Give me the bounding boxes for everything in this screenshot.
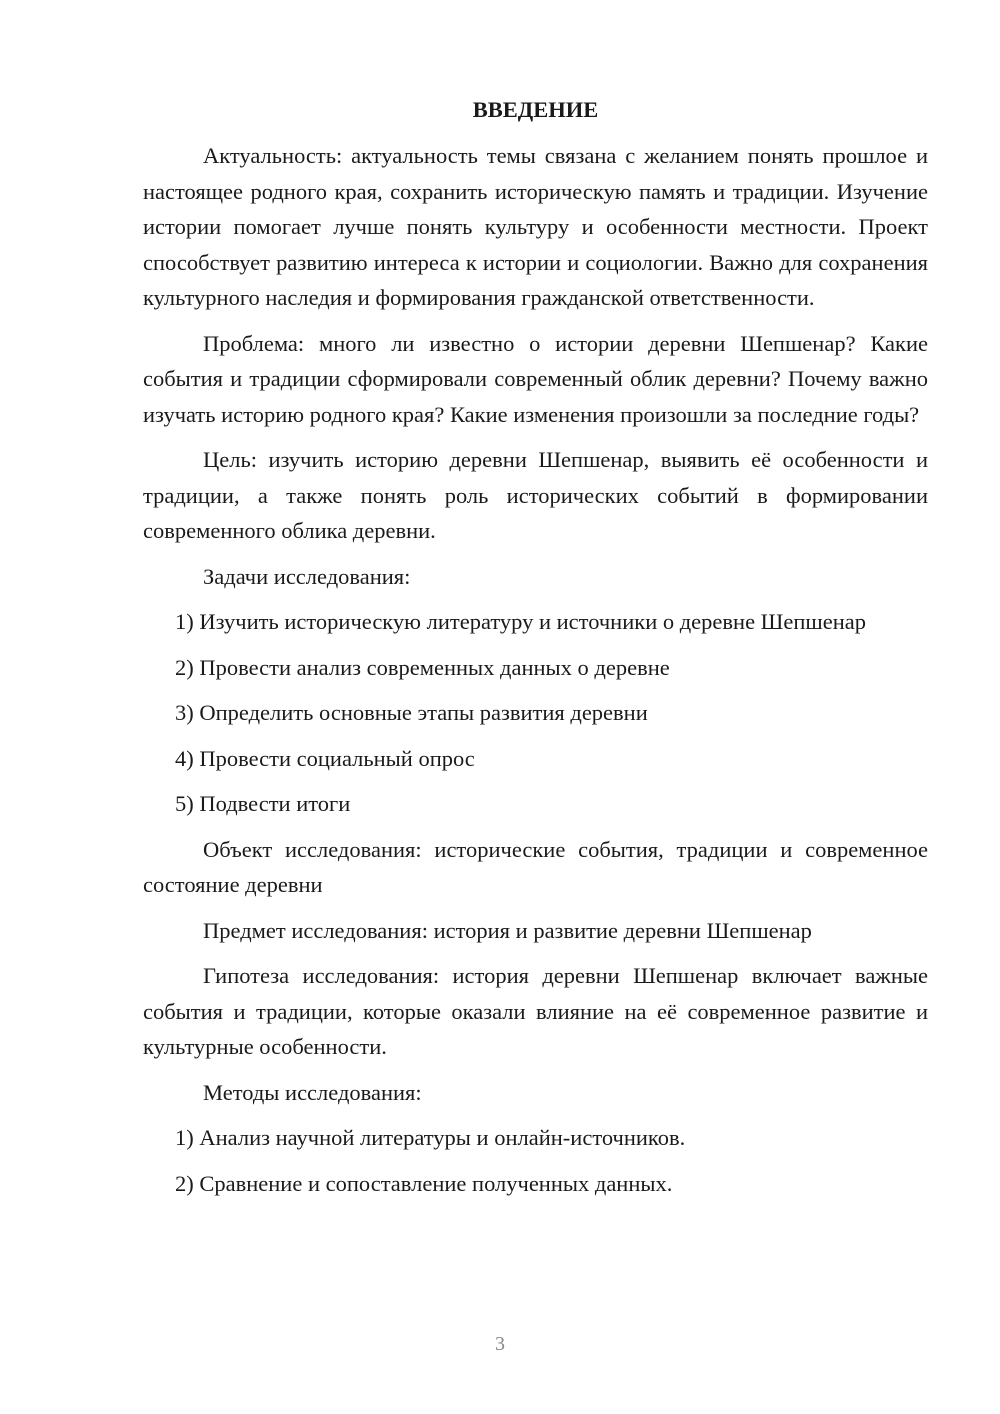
page-number: 3	[495, 1333, 505, 1355]
method-item-2: 2) Сравнение и сопоставление полученных данных.	[175, 1170, 673, 1196]
task-item-1: 1) Изучить историческую литературу и источники о деревне Шепшенар	[175, 609, 866, 634]
task-item-4: 4) Провести социальный опрос	[175, 745, 475, 771]
subject-paragraph: Предмет исследования: история и развитие деревни Шепшенар	[203, 917, 812, 943]
methods-heading: Методы исследования:	[203, 1079, 422, 1105]
document-page	[143, 92, 928, 1211]
object-paragraph: Объект исследования: исторические события, традиции и современное состояние деревни	[143, 836, 928, 897]
relevance-paragraph: Актуальность: актуальность темы связана с желанием понять прошлое и настоящее родного края, сохранить историческую память и традиции. Изучение истории помогает лучше понять культуру и особенности местности. Проект способствует развитию интереса к истории и социологии. Важно для сохранения культурного наследия и формирования гражданской ответственности.	[143, 143, 928, 310]
goal-paragraph: Цель: изучить историю деревни Шепшенар, выявить её особенности и традиции, а также понять роль исторических событий в формировании современного облика деревни.	[143, 447, 928, 543]
page-title: ВВЕДЕНИЕ	[472, 97, 599, 122]
problem-paragraph: Проблема: много ли известно о истории деревни Шепшенар? Какие события и традиции сформировали современный облик деревни? Почему важно изучать историю родного края? Какие изменения произошли за последние годы?	[143, 330, 928, 427]
tasks-heading: Задачи исследования:	[203, 563, 411, 589]
hypothesis-paragraph: Гипотеза исследования: история деревни Шепшенар включает важные события и традиции, которые оказали влияние на её современное развитие и культурные особенности.	[143, 963, 928, 1059]
method-item-1: 1) Анализ научной литературы и онлайн-источников.	[175, 1125, 686, 1150]
task-item-2: 2) Провести анализ современных данных о деревне	[175, 654, 670, 680]
task-item-5: 5) Подвести итоги	[175, 791, 351, 816]
task-item-3: 3) Определить основные этапы развития деревни	[175, 700, 648, 725]
